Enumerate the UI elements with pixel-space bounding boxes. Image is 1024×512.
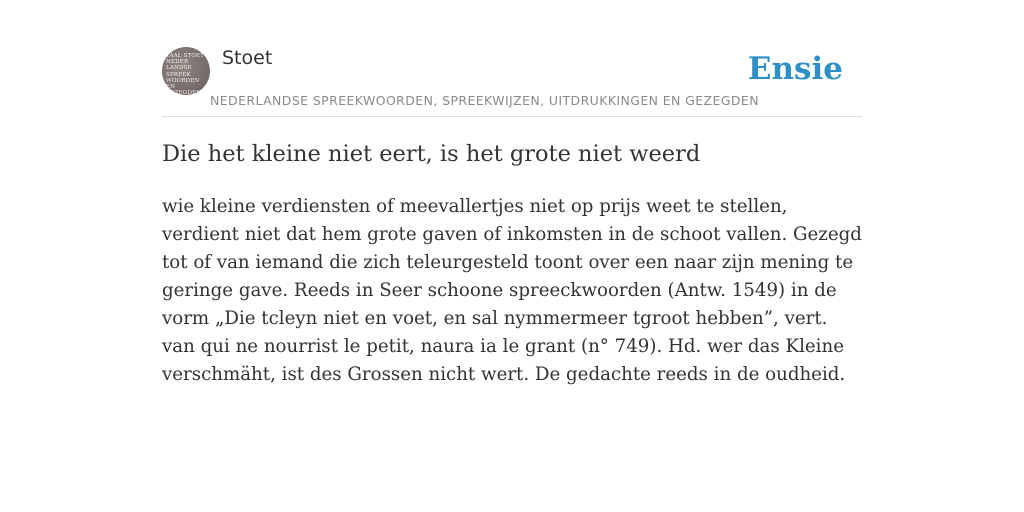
author-name[interactable]: Stoet bbox=[222, 47, 273, 69]
entry-body: wie kleine verdiensten of meevallertjes niet op prijs weet te stellen, verdient niet dat hem grote gaven of inkomsten in de schoot vallen. Gezegd tot of van iemand die zich teleurgesteld toont over een naar zijn mening te geringe gave. Reeds in Seer schoone spreeckwoorden (Antw. 1549) in de vorm „Die tcleyn niet en voet, en sal nymmermeer tgroot hebben”, vert. van qui ne nourrist le petit, naura ia le grant (n° 749). Hd. wer das Kleine verschmäht, ist des Grossen nicht wert. De gedachte reeds in de oudheid. bbox=[162, 196, 862, 385]
ensie-logo[interactable]: Ensie bbox=[747, 51, 843, 87]
source-subtitle[interactable]: NEDERLANDSE SPREEKWOORDEN, SPREEKWIJZEN, UITDRUKKINGEN EN GEZEGDEN bbox=[210, 93, 759, 108]
avatar-book-cover-text: TAAL STOET NEDER LANDSE SPREEK WOORDEN EN GEZEGDEN bbox=[166, 53, 204, 95]
header bbox=[162, 40, 862, 117]
entry-title: Die het kleine niet eert, is het grote niet weerd bbox=[162, 141, 701, 167]
avatar[interactable] bbox=[162, 47, 210, 95]
